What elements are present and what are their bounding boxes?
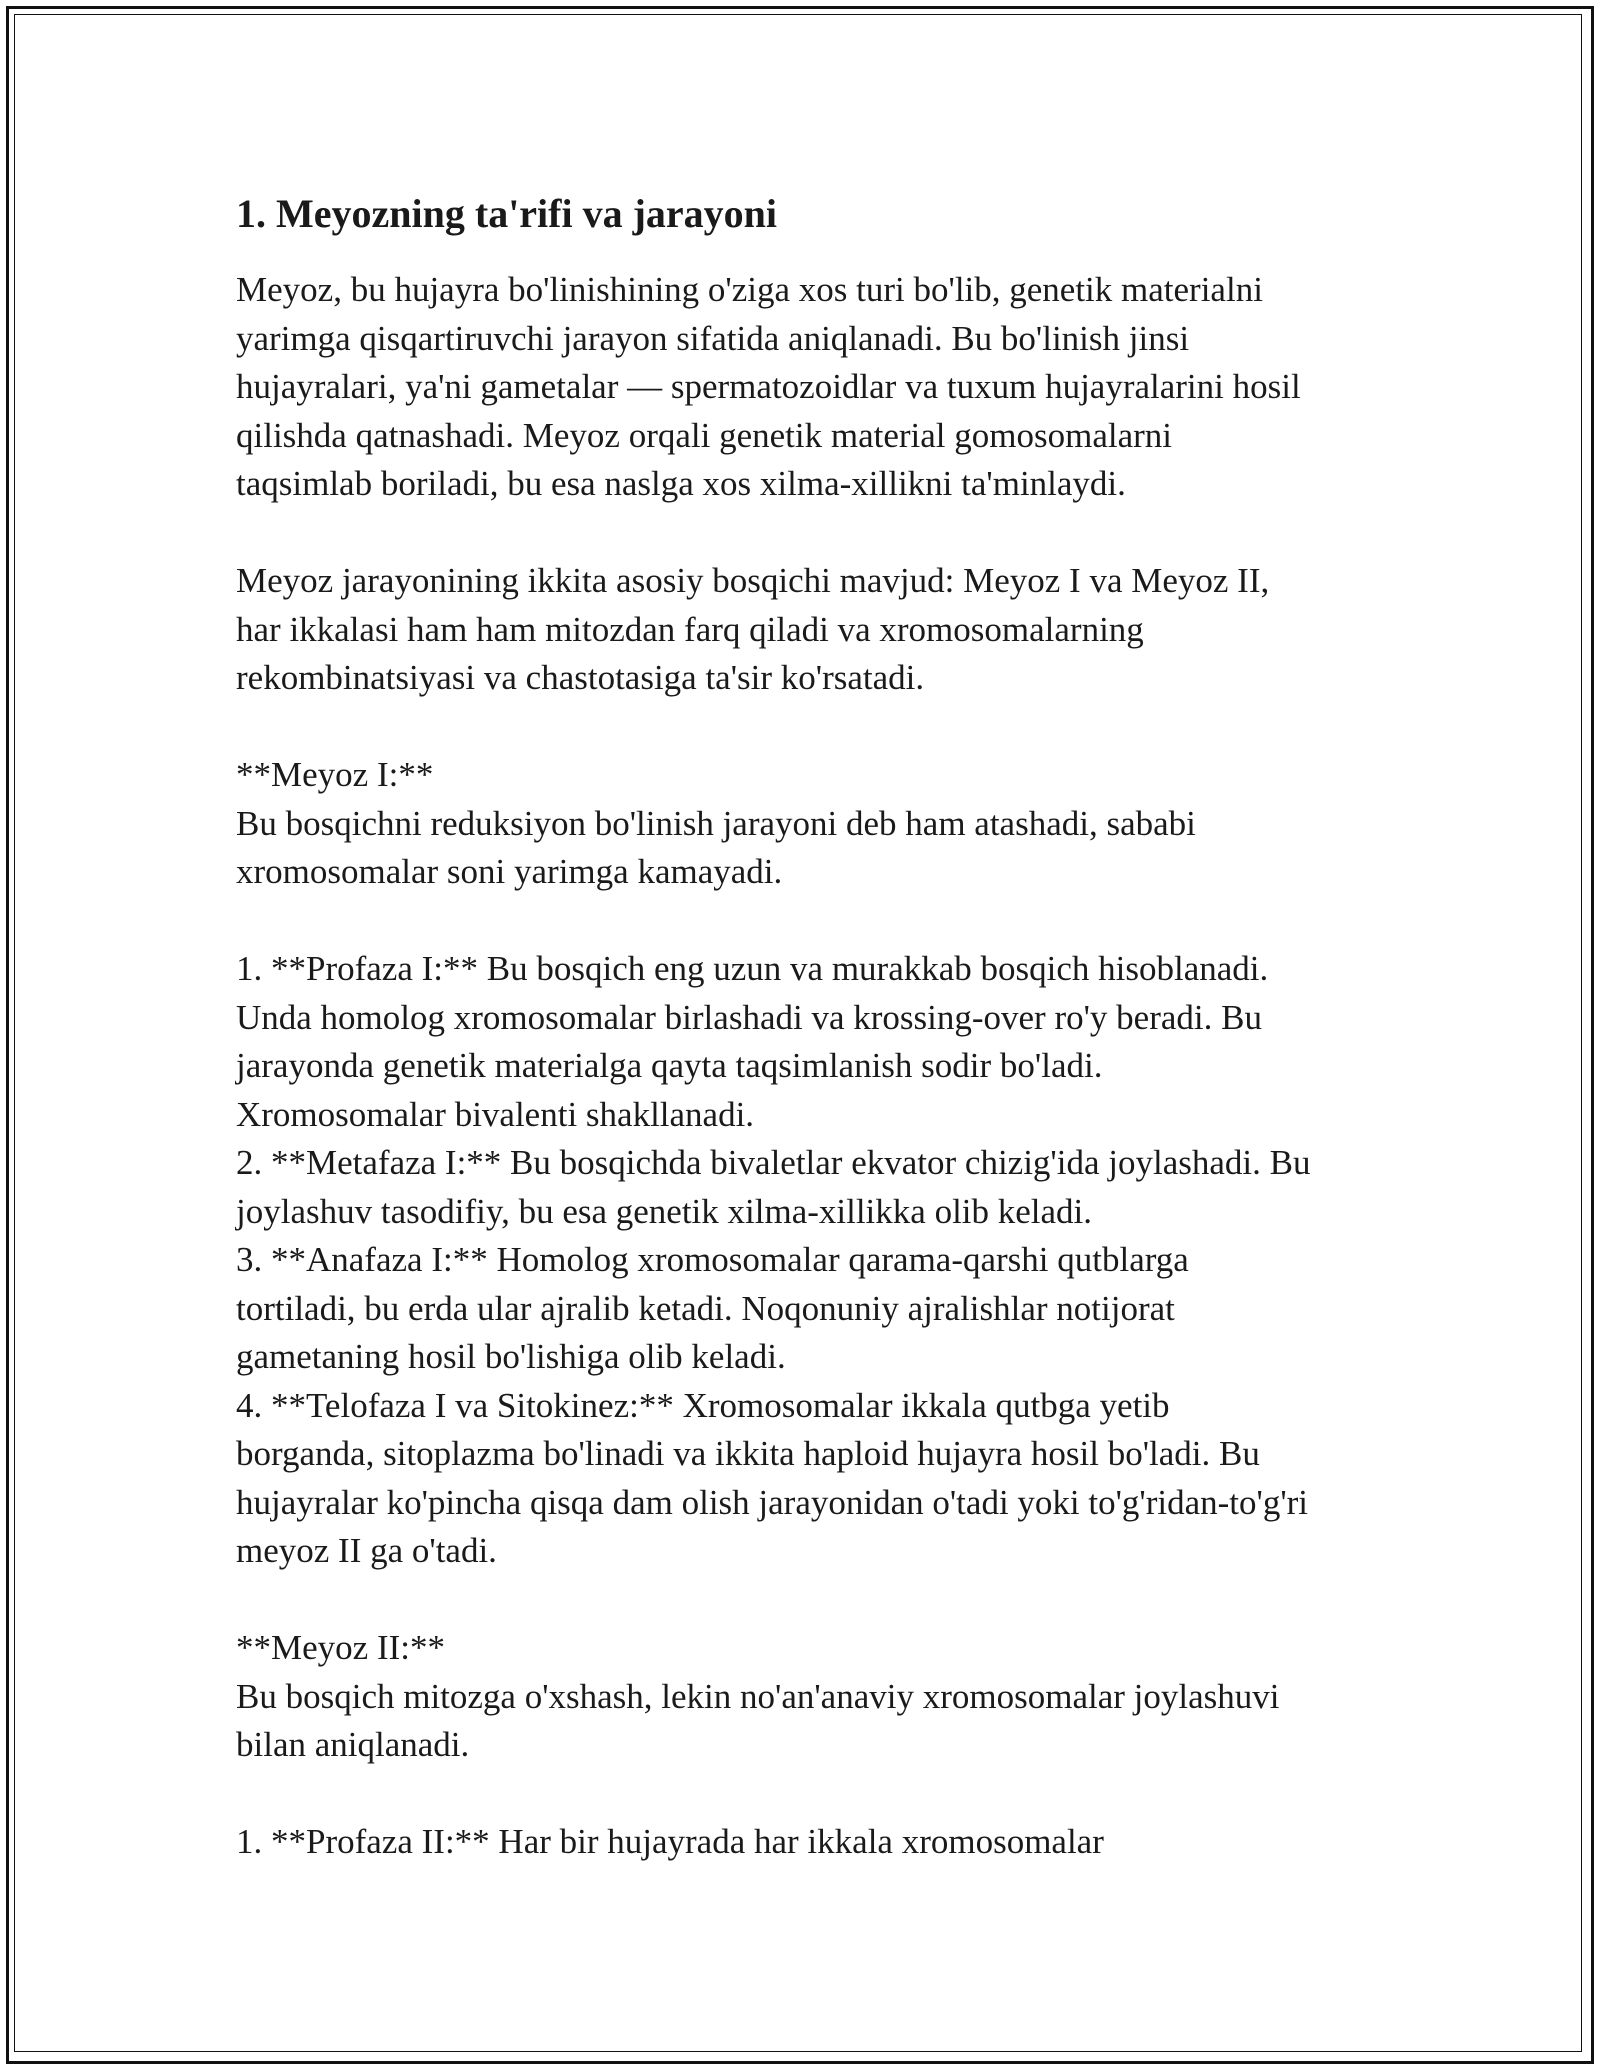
- text-line: hujayralari, ya'ni gametalar — spermatozoidlar va tuxum hujayralarini hosil: [236, 367, 1301, 406]
- text-line: gametaning hosil bo'lishiga olib keladi.: [236, 1337, 786, 1376]
- text-line: tortiladi, bu erda ular ajralib ketadi. Noqonuniy ajralishlar notijorat: [236, 1288, 1175, 1328]
- text-line: xromosomalar soni yarimga kamayadi.: [236, 852, 783, 891]
- text-line: har ikkalasi ham ham mitozdan farq qiladi va xromosomalarning: [236, 609, 1144, 649]
- text-line: 2. **Metafaza I:** Bu bosqichda bivaletlar ekvator chizig'ida joylashadi. Bu: [236, 1143, 1311, 1182]
- paragraph-spacer: [236, 509, 1376, 558]
- text-line: jarayonda genetik materialga qayta taqsimlanish sodir bo'ladi.: [236, 1046, 1103, 1085]
- document-body: [236, 266, 1376, 1867]
- text-line: Unda homolog xromosomalar birlashadi va krossing-over ro'y beradi. Bu: [236, 997, 1262, 1037]
- paragraph-spacer: [236, 1576, 1376, 1625]
- text-line: meyoz II ga o'tadi.: [236, 1531, 497, 1570]
- text-line: bilan aniqlanadi.: [236, 1725, 470, 1764]
- paragraph: [236, 557, 1376, 703]
- paragraph: [236, 945, 1376, 1576]
- paragraph: [236, 1624, 1376, 1770]
- paragraph-spacer: [236, 897, 1376, 946]
- text-line: borganda, sitoplazma bo'linadi va ikkita haploid hujayra hosil bo'ladi. Bu: [236, 1434, 1260, 1473]
- text-line: rekombinatsiyasi va chastotasiga ta'sir ko'rsatadi.: [236, 658, 925, 697]
- text-line: qilishda qatnashadi. Meyoz orqali genetik material gomosomalarni: [236, 415, 1172, 455]
- paragraph: [236, 1818, 1376, 1867]
- text-line: Xromosomalar bivalenti shakllanadi.: [236, 1094, 755, 1134]
- text-line: Bu bosqichni reduksiyon bo'linish jarayoni deb ham atashadi, sababi: [236, 803, 1196, 843]
- section-title: 1. Meyozning ta'rifi va jarayoni: [236, 191, 778, 236]
- paragraph: [236, 751, 1376, 897]
- text-line: hujayralar ko'pincha qisqa dam olish jarayonidan o'tadi yoki to'g'ridan-to'g'ri: [236, 1482, 1309, 1522]
- text-line: 4. **Telofaza I va Sitokinez:** Xromosomalar ikkala qutbga yetib: [236, 1385, 1170, 1425]
- text-line: Meyoz, bu hujayra bo'linishining o'ziga xos turi bo'lib, genetik materialni: [236, 270, 1263, 309]
- text-line: Meyoz jarayonining ikkita asosiy bosqichi mavjud: Meyoz I va Meyoz II,: [236, 561, 1270, 600]
- paragraph-spacer: [236, 1770, 1376, 1819]
- text-line: 3. **Anafaza I:** Homolog xromosomalar qarama-qarshi qutblarga: [236, 1240, 1189, 1279]
- text-line: joylashuv tasodifiy, bu esa genetik xilma-xillikka olib keladi.: [236, 1191, 1093, 1231]
- text-line: yarimga qisqartiruvchi jarayon sifatida aniqlanadi. Bu bo'linish jinsi: [236, 318, 1190, 358]
- text-line: **Meyoz I:**: [236, 755, 434, 794]
- text-line: **Meyoz II:**: [236, 1628, 445, 1667]
- text-line: 1. **Profaza II:** Har bir hujayrada har ikkala xromosomalar: [236, 1822, 1104, 1861]
- document-page: [236, 190, 1376, 1867]
- paragraph-spacer: [236, 703, 1376, 752]
- text-line: Bu bosqich mitozga o'xshash, lekin no'an'anaviy xromosomalar joylashuvi: [236, 1676, 1280, 1716]
- paragraph: [236, 266, 1376, 509]
- text-line: 1. **Profaza I:** Bu bosqich eng uzun va murakkab bosqich hisoblanadi.: [236, 949, 1269, 988]
- text-line: taqsimlab boriladi, bu esa naslga xos xilma-xillikni ta'minlaydi.: [236, 464, 1126, 503]
